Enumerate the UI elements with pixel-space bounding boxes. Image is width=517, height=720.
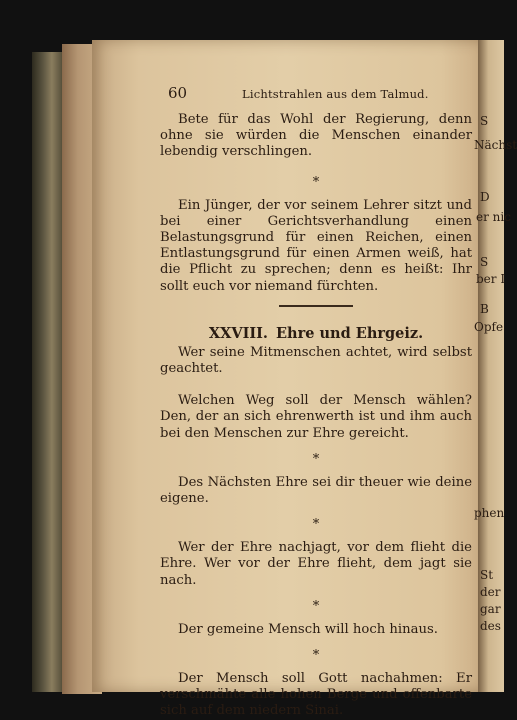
saying: Wer der Ehre nachjagt, vor dem flieht die Ehre. Wer vor der Ehre flieht, dem jagt sie nach. — [160, 540, 472, 588]
saying: Wer seine Mitmenschen achtet, wird selbst geachtet. — [160, 344, 472, 377]
facing-fragment: S — [480, 114, 489, 128]
separator-asterisk: * — [312, 648, 320, 664]
separator-asterisk: * — [312, 517, 320, 533]
facing-fragment: er nic — [476, 210, 511, 224]
chapter-title: Ehre und Ehrgeiz. — [275, 324, 424, 342]
saying: Welchen Weg soll der Mensch wählen? Den, der an sich ehrenwerth ist und ihm auch bei den Menschen zur Ehre gereicht. — [160, 393, 472, 441]
facing-fragment: gar — [480, 602, 501, 616]
facing-fragment: D — [480, 190, 490, 204]
facing-fragment: phen — [474, 506, 505, 520]
facing-fragment: ber I — [476, 272, 506, 286]
page-number: 60 — [168, 84, 188, 102]
running-head: Lichtstrahlen aus dem Talmud. — [242, 87, 429, 101]
paragraph: Ein Jünger, der vor seinem Lehrer sitzt und bei einer Gerichtsverhandlung einen Belastungsgrund für einen Reichen, einen Entlastungsgrund für einen Armen weiß, hat die Pflicht zu sprechen; denn es heißt: Ihr sollt euch vor niemand fürchten. — [160, 197, 472, 294]
page-text — [160, 84, 472, 720]
separator-asterisk: * — [312, 598, 320, 614]
paragraph: Bete für das Wohl der Regierung, denn ohne sie würden die Menschen einander lebendig verschlingen. — [160, 112, 472, 160]
facing-page — [474, 40, 517, 692]
facing-fragment: Opfe — [474, 320, 504, 334]
facing-fragment: B — [480, 302, 489, 316]
saying: Der Mensch soll Gott nachahmen: Er verschmähte alle hohen Berge und offenbarte sich auf dem niedern Sinai. — [160, 671, 472, 719]
separator-asterisk: * — [312, 174, 320, 190]
chapter-heading — [160, 325, 472, 342]
section-rule — [279, 305, 353, 307]
page-header — [160, 84, 472, 106]
facing-fragment: S — [480, 255, 489, 269]
saying: Des Nächsten Ehre sei dir theuer wie deine eigene. — [160, 474, 472, 507]
facing-fragment: der — [480, 585, 501, 599]
chapter-number: XXVIII. — [208, 324, 268, 342]
facing-fragment: des — [480, 619, 501, 633]
facing-fragment: Nächst — [474, 138, 517, 152]
separator-asterisk: * — [312, 451, 320, 467]
facing-fragment: St — [480, 568, 494, 582]
saying: Der gemeine Mensch will hoch hinaus. — [178, 621, 438, 637]
